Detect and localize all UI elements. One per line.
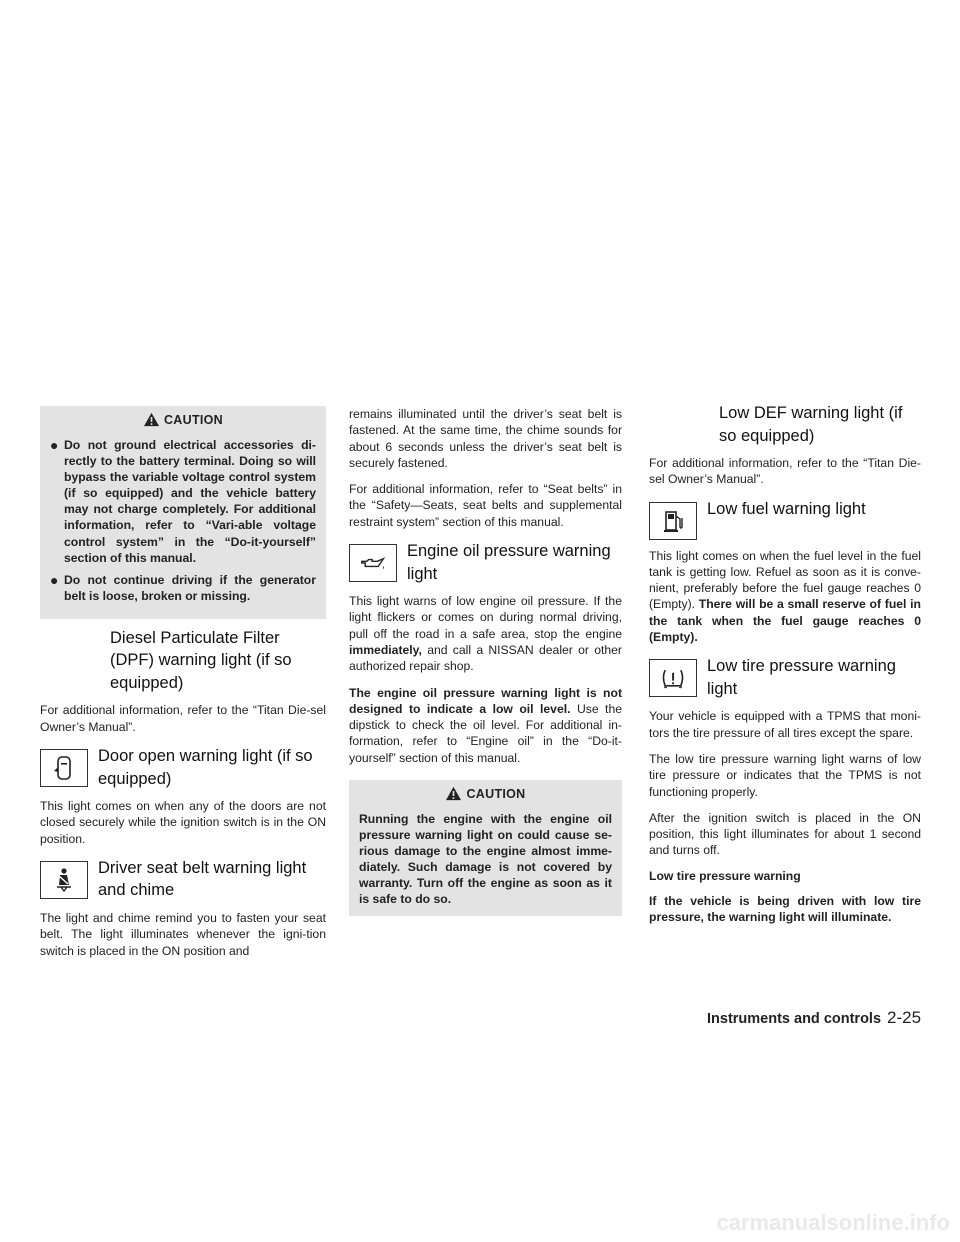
oil-pressure-note: The engine oil pressure warning light is not designed to indicate a low oil level. Use the dipstick to check the oil level. For additional in-formation, refer to “Engine oil” in the “Do-it-yourself” section of this manual. bbox=[349, 685, 622, 765]
caution-title: CAUTION bbox=[466, 786, 526, 801]
column-3 bbox=[649, 406, 921, 935]
watermark bbox=[0, 1204, 960, 1242]
seat-belt-text: The light and chime remind you to fasten your seat belt. The light illuminates whenever the igni-tion switch is placed in the ON position and bbox=[40, 910, 326, 958]
tire-warning-bold: If the vehicle is being driven with low tire pressure, the warning light will illuminate. bbox=[649, 893, 921, 925]
seat-belt-reference: For additional information, refer to “Seat belts” in the “Safety—Seats, seat belts and supplemental restraint system” section of this manual. bbox=[349, 482, 622, 529]
warning-triangle-icon bbox=[445, 786, 462, 801]
seat-belt-icon bbox=[40, 861, 88, 899]
column-2 bbox=[349, 406, 622, 922]
warning-triangle-icon bbox=[143, 412, 160, 427]
tire-text-2: The low tire pressure warning light warns of low tire pressure or indicates that the TPMS is not functioning properly. bbox=[649, 751, 921, 799]
caution-bullet: ● Do not continue driving if the generator belt is loose, broken or missing. bbox=[50, 571, 316, 603]
tire-text-1: Your vehicle is equipped with a TPMS that moni-tors the tire pressure of all tires except the spare. bbox=[649, 709, 921, 740]
low-def-heading: Low DEF warning light (if so equipped) bbox=[719, 404, 903, 445]
low-fuel-text: This light comes on when the fuel level in the fuel tank is getting low. Refuel as soon as it is conve-nient, preferably before the fuel gauge reaches 0 (Empty). There will be a small reserve of fuel in the tank when the fuel gauge reaches 0 (Empty). bbox=[649, 548, 921, 645]
caution-header bbox=[359, 786, 612, 801]
fuel-pump-icon bbox=[649, 502, 697, 540]
page-number: 2-25 bbox=[887, 1008, 922, 1027]
seat-belt-heading: Driver seat belt warning light and chime bbox=[40, 857, 326, 902]
door-open-icon bbox=[40, 749, 88, 787]
oil-can-icon bbox=[349, 544, 397, 582]
low-tire-heading: Low tire pressure warning light bbox=[649, 655, 921, 700]
column-1 bbox=[40, 406, 326, 969]
watermark-logo bbox=[650, 1210, 950, 1236]
seat-belt-continued: remains illuminated until the driver’s seat belt is fastened. At the same time, the chime sounds for about 6 seconds unless the driver’s seat belt is securely fastened. bbox=[349, 407, 622, 470]
door-open-text: This light comes on when any of the doors are not closed securely while the ignition switch is in the ON position. bbox=[40, 799, 326, 846]
dpf-heading: Diesel Particulate Filter (DPF) warning light (if so equipped) bbox=[110, 628, 292, 692]
tire-subheading: Low tire pressure warning bbox=[649, 868, 801, 883]
svg-text:carmanualsonline.info: carmanualsonline.info bbox=[716, 1210, 950, 1235]
page-footer bbox=[707, 1008, 921, 1028]
oil-pressure-text: This light warns of low engine oil pressure. If the light flickers or comes on during normal driving, pull off the road in a safe area, stop the engine immediately, and call a NISSAN dealer or other authorized repair shop. bbox=[349, 594, 622, 674]
caution-text: Running the engine with the engine oil pressure warning light on could cause se-rious damage to the engine almost imme-diately. Such damage is not covered by warranty. Turn off the engine as soon as it is safe to do so. bbox=[359, 812, 612, 907]
low-fuel-heading: Low fuel warning light bbox=[649, 498, 921, 540]
dpf-text: For additional information, refer to the “Titan Die-sel Owner’s Manual”. bbox=[40, 703, 326, 734]
caution-box-oil bbox=[349, 780, 622, 916]
low-def-text: For additional information, refer to the “Titan Die-sel Owner’s Manual”. bbox=[649, 456, 921, 487]
caution-title: CAUTION bbox=[163, 412, 224, 427]
oil-pressure-heading: Engine oil pressure warning light bbox=[349, 540, 622, 585]
tire-text-3: After the ignition switch is placed in the ON position, this light illuminates for about 1 second and turns off. bbox=[649, 810, 921, 858]
caution-box-battery bbox=[40, 406, 326, 619]
caution-bullet: ● Do not ground electrical accessories di-rectly to the battery terminal. Doing so will bypass the variable voltage control system (if so equipped) and the vehicle battery may not charge completely. For additional information, refer to “Vari-able voltage control system” in the “Do-it-yourself” section of this manual. bbox=[50, 437, 316, 565]
caution-header bbox=[50, 412, 316, 427]
door-open-heading: Door open warning light (if so equipped) bbox=[40, 745, 326, 790]
section-name: Instruments and controls bbox=[707, 1011, 882, 1027]
tire-pressure-icon bbox=[649, 659, 697, 697]
